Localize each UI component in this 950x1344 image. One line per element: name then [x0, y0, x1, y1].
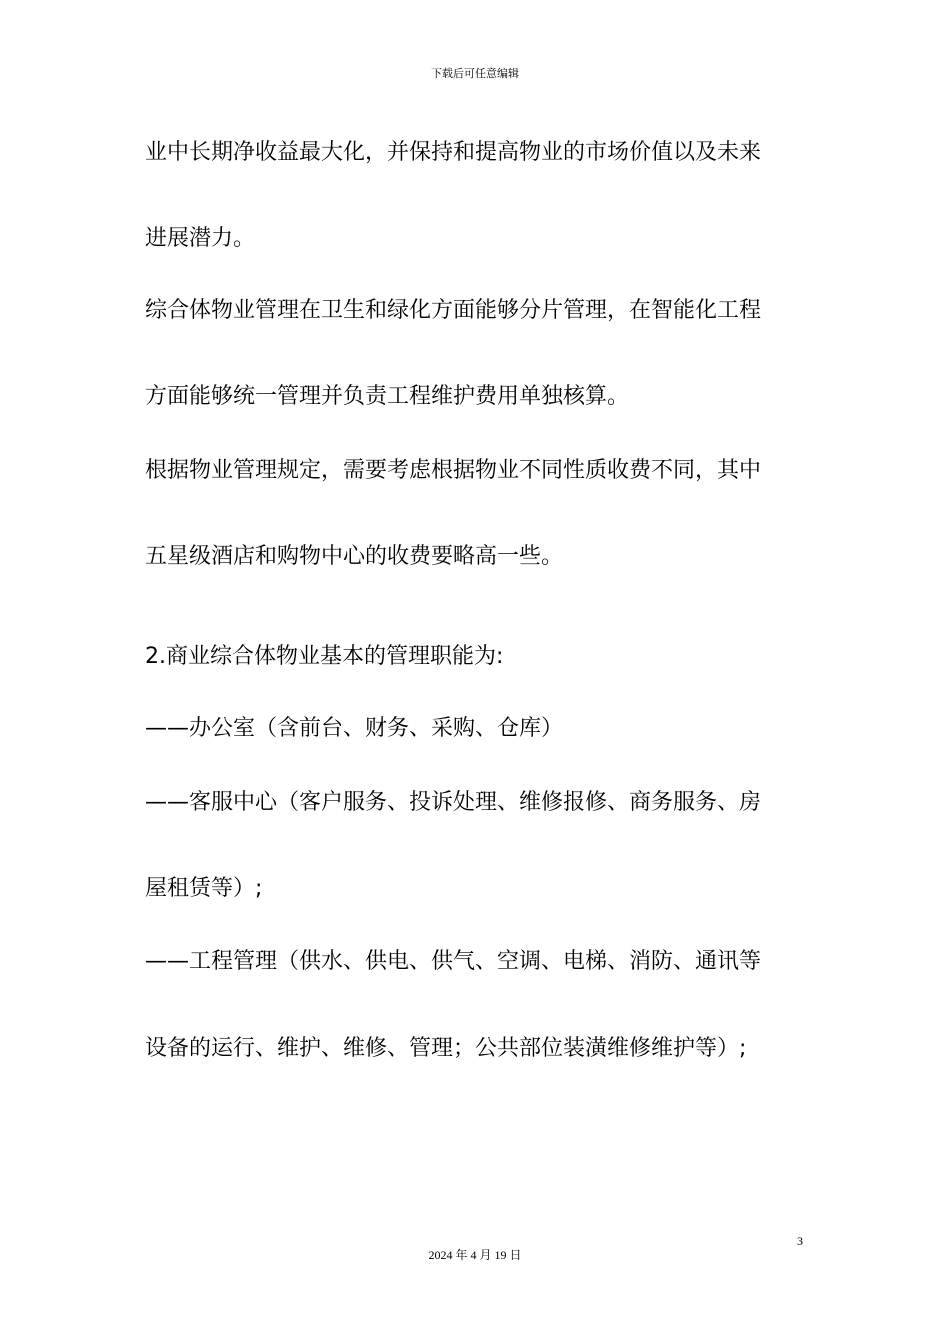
paragraph-line: 五星级酒店和购物中心的收费要略高一些。	[145, 544, 564, 569]
page-header: 下载后可任意编辑	[431, 67, 519, 80]
list-item: ——办公室（含前台、财务、采购、仓库）	[145, 716, 564, 741]
list-item-continuation: 屋租赁等）;	[145, 876, 263, 901]
list-item: ——客服中心（客户服务、投诉处理、维修报修、商务服务、房	[145, 790, 762, 815]
page-number: 3	[797, 1234, 803, 1248]
footer-date: 2024 年 4 月 19 日	[428, 1248, 522, 1262]
section-heading: 2.商业综合体物业基本的管理职能为:	[145, 644, 504, 669]
paragraph-line: 综合体物业管理在卫生和绿化方面能够分片管理，在智能化工程	[145, 298, 762, 323]
list-item: ——工程管理（供水、供电、供气、空调、电梯、消防、通讯等	[145, 949, 762, 974]
paragraph-line: 进展潜力。	[145, 226, 256, 251]
paragraph-line: 方面能够统一管理并负责工程维护费用单独核算。	[145, 384, 630, 409]
list-item-continuation: 设备的运行、维护、维修、管理；公共部位装潢维修维护等）;	[145, 1036, 747, 1061]
paragraph-line: 根据物业管理规定，需要考虑根据物业不同性质收费不同，其中	[145, 458, 762, 483]
paragraph-line: 业中长期净收益最大化，并保持和提高物业的市场价值以及未来	[145, 140, 762, 165]
